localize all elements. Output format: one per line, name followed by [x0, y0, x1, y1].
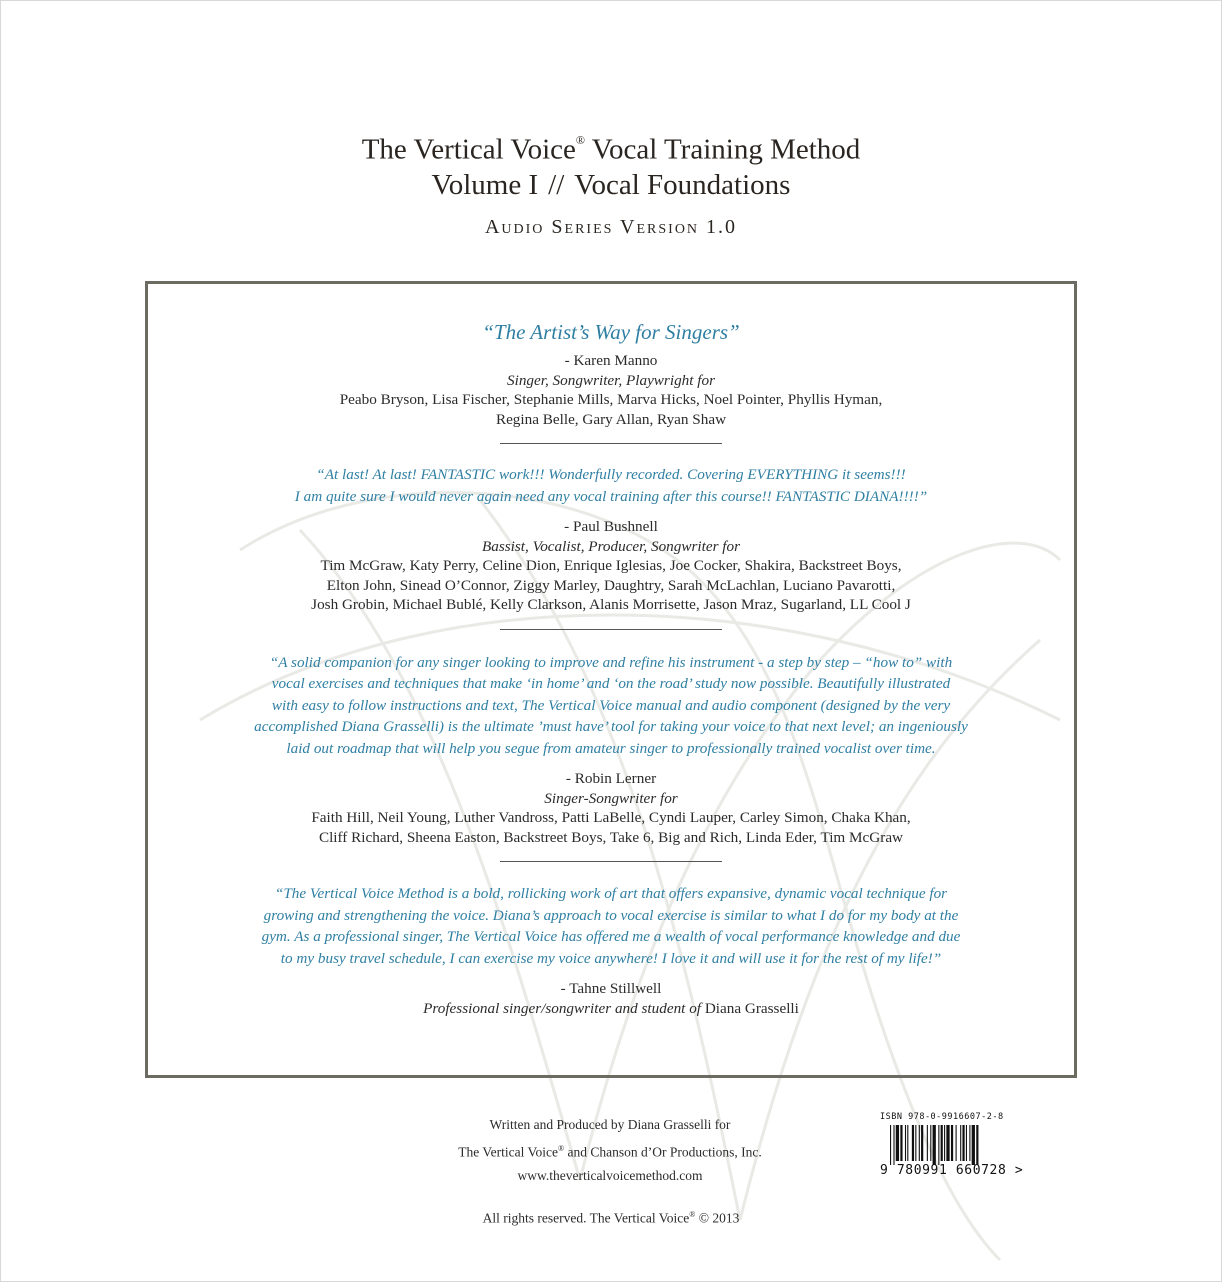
testimonial-quote-line: vocal exercises and techniques that make ‘in home’ and ‘on the road’ study now possible. Beautifully illustrated	[271, 675, 951, 692]
credit-line	[380, 1137, 840, 1164]
divider-rule	[500, 443, 722, 444]
testimonial-credits-line: Cliff Richard, Sheena Easton, Backstreet Boys, Take 6, Big and Rich, Linda Eder, Tim McGraw	[318, 828, 904, 846]
testimonial-quote-line: growing and strengthening the voice. Diana’s approach to vocal exercise is similar to what I do for my body at the	[263, 906, 959, 924]
testimonial-credits-line: Josh Grobin, Michael Bublé, Kelly Clarkson, Alanis Morrisette, Jason Mraz, Sugarland, LL Cool J	[311, 596, 911, 613]
testimonial-credits-line: Elton John, Sinead O’Connor, Ziggy Marley, Daughtry, Sarah McLachlan, Luciano Pavarotti,	[326, 576, 896, 594]
testimonial-credits-line: Peabo Bryson, Lisa Fischer, Stephanie Mills, Marva Hicks, Noel Pointer, Phyllis Hyman,	[339, 391, 883, 408]
isbn-label: ISBN 978-0-9916607-2-8	[880, 1112, 1004, 1122]
testimonial-author: - Paul Bushnell	[564, 518, 658, 535]
testimonial-quote-line: “The Vertical Voice Method is a bold, rollicking work of art that offers expansive, dynamic vocal technique for	[274, 885, 948, 902]
series-subtitle: Audio Series Version 1.0	[484, 216, 738, 238]
title-brand: The Vertical Voice	[361, 133, 576, 166]
testimonial-quote-line: accomplished Diana Grasselli) is the ultimate ’must have’ tool for taking your voice to that next level; an ingeniously	[254, 718, 968, 735]
testimonial-quote-line: laid out roadmap that will help you segue from amateur singer to professionally trained vocalist over time.	[286, 739, 936, 757]
testimonial-quote-line: I am quite sure I would never again need any vocal training after this course!! FANTASTIC DIANA!!!!”	[294, 487, 928, 505]
title-line-1	[0, 127, 1222, 168]
volume-name: Vocal Foundations	[574, 168, 791, 201]
website-link[interactable]: www.theverticalvoicemethod.com	[517, 1167, 703, 1183]
title-separator: //	[548, 168, 565, 201]
testimonial-credits-line: Faith Hill, Neil Young, Luther Vandross, Patti LaBelle, Cyndi Lauper, Carley Simon, Chaka Khan,	[311, 809, 911, 826]
rights-year: © 2013	[695, 1210, 740, 1226]
credit-brand: The Vertical Voice	[458, 1144, 559, 1159]
testimonial-quote: “The Artist’s Way for Singers”	[482, 320, 740, 344]
registered-mark: ®	[558, 1143, 565, 1153]
testimonial-quote-line: with easy to follow instructions and text, The Vertical Voice manual and audio component (designed by the very	[271, 696, 951, 714]
testimonials-box	[145, 281, 1077, 1078]
title-method: Vocal Training Method	[585, 133, 861, 166]
testimonial-role: Bassist, Vocalist, Producer, Songwriter for	[481, 537, 741, 555]
testimonial-quote-line: to my busy travel schedule, I can exercise my voice anywhere! I love it and will use it for the rest of my life!”	[280, 949, 942, 967]
testimonial-role-italic: Professional singer/songwriter and student of	[423, 999, 702, 1017]
testimonial-role	[148, 999, 1074, 1019]
testimonial-author: - Robin Lerner	[565, 770, 657, 787]
credit-line: Written and Produced by Diana Grasselli for	[489, 1117, 731, 1132]
testimonial-quote-line: gym. As a professional singer, The Vertical Voice has offered me a wealth of vocal performance knowledge and due	[261, 928, 961, 945]
testimonial-author: - Tahne Stillwell	[560, 980, 662, 997]
barcode-digits: 9 780991 660728 >	[880, 1163, 1024, 1178]
registered-mark: ®	[689, 1210, 696, 1219]
page-title	[0, 127, 1222, 203]
testimonial-credits-line: Regina Belle, Gary Allan, Ryan Shaw	[495, 410, 727, 428]
production-credits	[380, 1113, 840, 1187]
volume-label: Volume I	[431, 168, 539, 201]
testimonial-credits-line: Tim McGraw, Katy Perry, Celine Dion, Enrique Iglesias, Joe Cocker, Shakira, Backstreet Boys,	[320, 557, 902, 574]
copyright-notice	[0, 1210, 1222, 1227]
testimonial-quote-line: “A solid companion for any singer looking to improve and refine his instrument - a step by step – “how to” with	[269, 653, 953, 671]
registered-mark: ®	[575, 133, 586, 147]
rights-text: All rights reserved. The Vertical Voice	[482, 1210, 690, 1226]
testimonial-role-name: Diana Grasselli	[701, 999, 799, 1017]
testimonial-quote-line: “At last! At last! FANTASTIC work!!! Wonderfully recorded. Covering EVERYTHING it seems!!!	[316, 466, 906, 483]
divider-rule	[500, 861, 722, 862]
title-line-2	[0, 168, 1222, 203]
testimonial-role: Singer, Songwriter, Playwright for	[507, 371, 715, 389]
credit-company: and Chanson d’Or Productions, Inc.	[564, 1144, 762, 1159]
divider-rule	[500, 629, 722, 630]
testimonial-author: - Karen Manno	[564, 352, 658, 369]
testimonial-role: Singer-Songwriter for	[544, 789, 678, 807]
